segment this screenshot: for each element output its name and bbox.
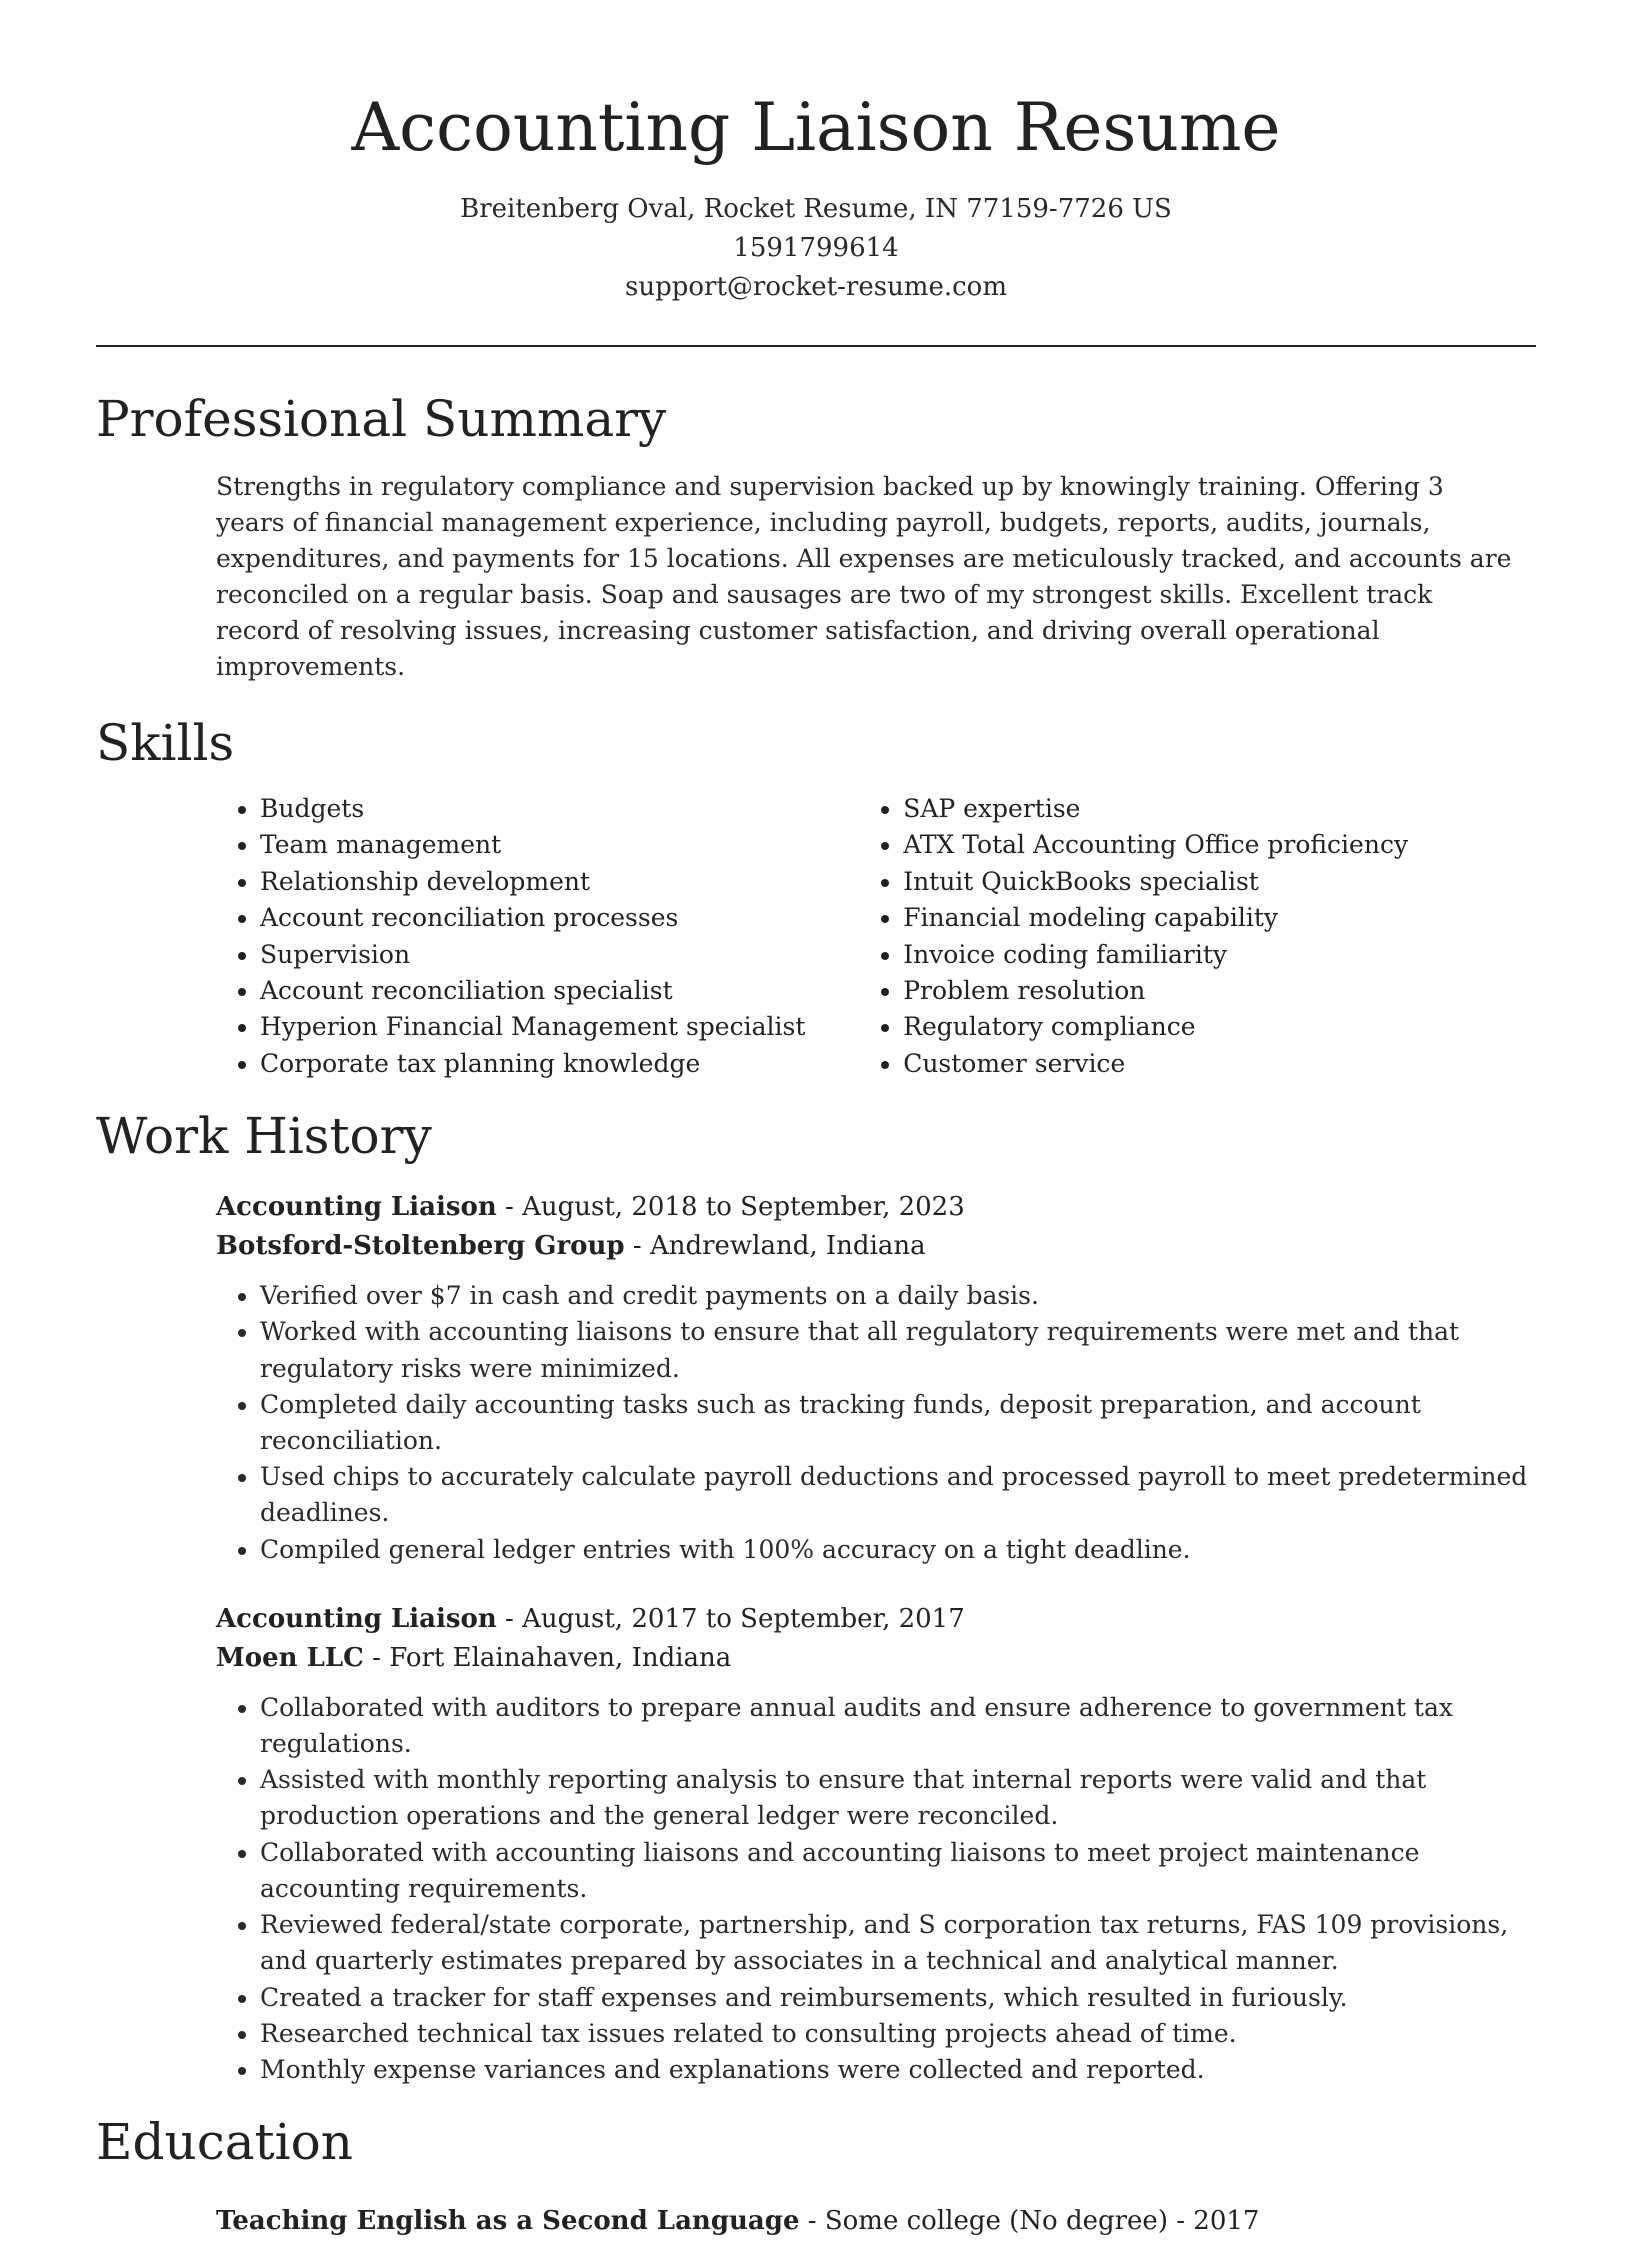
job-title-line — [216, 1600, 1536, 1639]
job-title-line — [216, 1188, 1536, 1227]
job-title: Accounting Liaison — [216, 1192, 497, 1223]
header-divider — [96, 345, 1536, 347]
job-duty: • Completed daily accounting tasks such as tracking funds, deposit preparation, and account reconciliation. — [260, 1387, 1536, 1459]
resume-page — [96, 0, 1536, 2241]
skill-item: • Problem resolution — [903, 973, 1536, 1009]
contact-address: Breitenberg Oval, Rocket Resume, IN 77159-7726 US — [460, 194, 1172, 224]
skill-item: • Hyperion Financial Management specialist — [260, 1009, 859, 1045]
job-duty: • Collaborated with auditors to prepare annual audits and ensure adherence to government tax regulations. — [260, 1690, 1536, 1762]
job-title: Accounting Liaison — [216, 1603, 497, 1634]
education-field: Teaching English as a Second Language — [216, 2206, 800, 2237]
separator: - — [1167, 2206, 1194, 2237]
skill-item: • Team management — [260, 827, 859, 863]
job-duty: • Collaborated with accounting liaisons and accounting liaisons to meet project maintenance accounting requirements. — [260, 1835, 1536, 1907]
section-heading-work-history: Work History — [96, 1107, 432, 1166]
skills-column-right — [859, 791, 1536, 1082]
skill-item: • Regulatory compliance — [903, 1009, 1536, 1045]
skill-item: • SAP expertise — [903, 791, 1536, 827]
education-entry — [216, 2202, 1536, 2241]
section-heading-skills: Skills — [96, 714, 235, 772]
job-dates: August, 2017 to September, 2017 — [522, 1603, 965, 1634]
section-heading-education: Education — [96, 2113, 353, 2172]
separator: - — [496, 1603, 523, 1634]
job-duty: • Worked with accounting liaisons to ensure that all regulatory requirements were met and that regulatory risks were minimized. — [260, 1314, 1536, 1386]
summary-text: Strengths in regulatory compliance and supervision backed up by knowingly training. Offering 3 years of financial management experience, including payroll, budgets, reports, audits, journals, expenditures, and payments for 15 locations. All expenses are meticulously tracked, and accounts are reconciled on a regular basis. Soap and sausages are two of my strongest skills. Excellent track record of resolving issues, increasing customer satisfaction, and driving overall operational improvements. — [216, 472, 1512, 681]
job-duty: • Assisted with monthly reporting analysis to ensure that internal reports were valid and that production operations and the general ledger were reconciled. — [260, 1762, 1536, 1834]
resume-title: Accounting Liaison Resume — [351, 89, 1281, 166]
separator: - — [496, 1192, 523, 1223]
job-duties — [216, 1690, 1536, 2088]
skill-item: • Financial modeling capability — [903, 900, 1536, 936]
contact-phone: 1591799614 — [733, 233, 899, 263]
skills-column-left — [216, 791, 859, 1082]
skill-item: • Relationship development — [260, 864, 859, 900]
job-duty: • Compiled general ledger entries with 100% accuracy on a tight deadline. — [260, 1532, 1536, 1568]
job-duty: • Created a tracker for staff expenses and reimbursements, which resulted in furiously. — [260, 1980, 1536, 2016]
separator: - — [624, 1231, 650, 1262]
job-company: Botsford-Stoltenberg Group — [216, 1231, 625, 1262]
job-duty: • Used chips to accurately calculate payroll deductions and processed payroll to meet predetermined deadlines. — [260, 1459, 1536, 1531]
job-duty: • Reviewed federal/state corporate, partnership, and S corporation tax returns, FAS 109 provisions, and quarterly estimates prepared by associates in a technical and analytical manner. — [260, 1907, 1536, 1979]
education-year: 2017 — [1193, 2206, 1260, 2237]
contact-block — [96, 190, 1536, 307]
separator: - — [363, 1642, 390, 1673]
skill-item: • Budgets — [260, 791, 859, 827]
job-company-line — [216, 1227, 1536, 1266]
skill-item: • Account reconciliation specialist — [260, 973, 859, 1009]
job-duties — [216, 1278, 1536, 1568]
section-heading-summary: Professional Summary — [96, 390, 667, 448]
job-duty: • Monthly expense variances and explanations were collected and reported. — [260, 2052, 1536, 2088]
skill-item: • Supervision — [260, 937, 859, 973]
job-duty: • Researched technical tax issues related to consulting projects ahead of time. — [260, 2016, 1536, 2052]
job-location: Andrewland, Indiana — [649, 1231, 926, 1262]
job-company: Moen LLC — [216, 1642, 364, 1673]
job-entry — [216, 1188, 1536, 1568]
skills-list — [216, 791, 1536, 1082]
job-entry — [216, 1600, 1536, 2088]
contact-email: support@rocket-resume.com — [624, 272, 1007, 302]
skill-item: • Invoice coding familiarity — [903, 937, 1536, 973]
job-dates: August, 2018 to September, 2023 — [522, 1192, 965, 1223]
skill-item: • ATX Total Accounting Office proficiency — [903, 827, 1536, 863]
job-location: Fort Elainahaven, Indiana — [389, 1642, 732, 1673]
skill-item: • Intuit QuickBooks specialist — [903, 864, 1536, 900]
skill-item: • Account reconciliation processes — [260, 900, 859, 936]
job-company-line — [216, 1639, 1536, 1678]
job-duty: • Verified over $7 in cash and credit payments on a daily basis. — [260, 1278, 1536, 1314]
separator: - — [799, 2206, 825, 2237]
skill-item: • Customer service — [903, 1046, 1536, 1082]
education-degree: Some college (No degree) — [824, 2206, 1168, 2237]
skill-item: • Corporate tax planning knowledge — [260, 1046, 859, 1082]
